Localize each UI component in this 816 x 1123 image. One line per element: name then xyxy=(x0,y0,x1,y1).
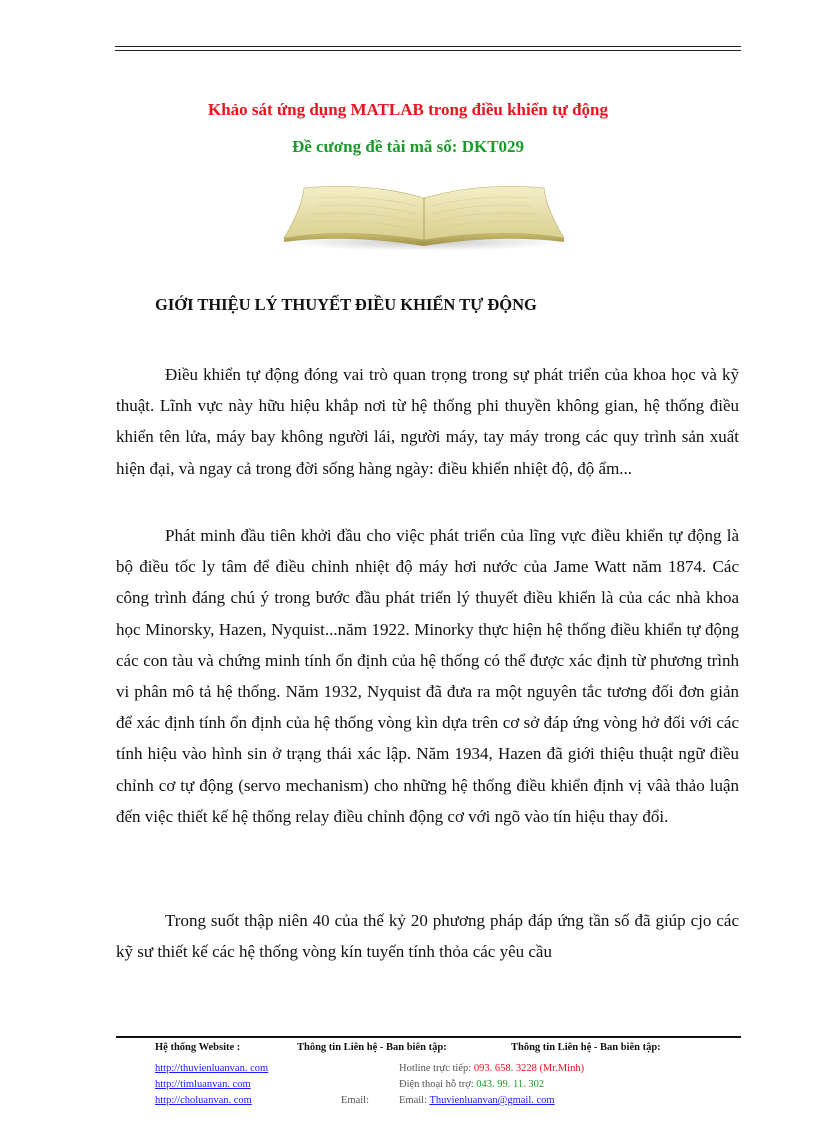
paragraph: Điều khiển tự động đóng vai trò quan trọng trong sự phát triển của khoa học và kỹ thuật. Lĩnh vực này hữu hiệu khắp nơi từ hệ thống phi thuyền không gian, hệ thống điều khiển tên lửa, máy bay không người lái, người máy, tay máy trong các quy trình sản xuất hiện đại, và ngay cả trong đời sống hàng ngày: điều khiển nhiệt độ, độ ẩm... xyxy=(116,365,739,478)
footer-contact-header: Thông tin Liên hệ - Ban biên tập: xyxy=(297,1042,447,1053)
paragraph: Trong suốt thập niên 40 của thế kỷ 20 phương pháp đáp ứng tần số đã giúp cjo các kỹ sư thiết kế các hệ thống vòng kín tuyến tính thỏa các yêu cầu xyxy=(116,911,739,962)
document-title: Khảo sát ứng dụng MATLAB trong điều khiển tự động xyxy=(207,100,608,119)
footer-phone xyxy=(399,1079,544,1090)
email-link[interactable]: Thuvienluanvan@gmail. com xyxy=(429,1095,555,1106)
header-rule xyxy=(115,46,741,51)
footer-contact-header: Thông tin Liên hệ - Ban biên tập: xyxy=(511,1042,661,1053)
section-heading: GIỚI THIỆU LÝ THUYẾT ĐIỀU KHIỂN TỰ ĐỘNG xyxy=(155,295,537,314)
paragraph: Phát minh đầu tiên khởi đầu cho việc phát triển của lĩng vực điều khiển tự động là bộ điều tốc ly tâm để điều chỉnh nhiệt độ máy hơi nước của Jame Watt năm 1874. Các công trình đáng chú ý trong bước đầu phát triển lý thuyết điều khiển là của các nhà khoa học Minorsky, Hazen, Nyquist...năm 1922. Minorky thực hiện hệ thống điều khiển tự động các con tàu và chứng minh tính ổn định của hệ thống có thể được xác định từ phương trình vi phân mô tả hệ thống. Năm 1932, Nyquist đã đưa ra một nguyên tắc tương đối đơn giản để xác định tính ổn định của hệ thống vòng kìn dựa trên cơ sở đáp ứng vòng hở đối với các tính hiệu vào hình sin ở trạng thái xác lập. Năm 1934, Hazen đã giới thiệu thuật ngữ điều chỉnh cơ tự động (servo mechanism) cho những hệ thống điều khiển định vị vâà thảo luận đến việc thiết kế hệ thống relay điều chỉnh động cơ với ngõ vào tín hiệu thay đổi. xyxy=(116,526,739,826)
email-label: Email: xyxy=(399,1095,427,1106)
footer-rule xyxy=(116,1036,741,1038)
hotline-value: 093. 658. 3228 (Mr.Minh) xyxy=(473,1063,585,1074)
phone-label: Điện thoại hỗ trợ: xyxy=(399,1079,474,1090)
footer-website-link[interactable]: http://choluanvan. com xyxy=(155,1095,252,1106)
footer-email-label: Email: xyxy=(341,1095,369,1106)
footer-website-link[interactable]: http://thuvienluanvan. com xyxy=(155,1063,269,1074)
footer-website-link[interactable]: http://timluanvan. com xyxy=(155,1079,251,1090)
footer-hotline xyxy=(399,1063,584,1074)
phone-value: 043. 99. 11. 302 xyxy=(476,1079,545,1090)
open-book-icon xyxy=(278,180,570,252)
document-subtitle: Đề cương đề tài mã số: DKT029 xyxy=(291,137,525,156)
hotline-label: Hotline trực tiếp: xyxy=(399,1063,472,1074)
footer-website-header: Hệ thống Website : xyxy=(155,1042,241,1053)
footer-email xyxy=(399,1095,555,1106)
